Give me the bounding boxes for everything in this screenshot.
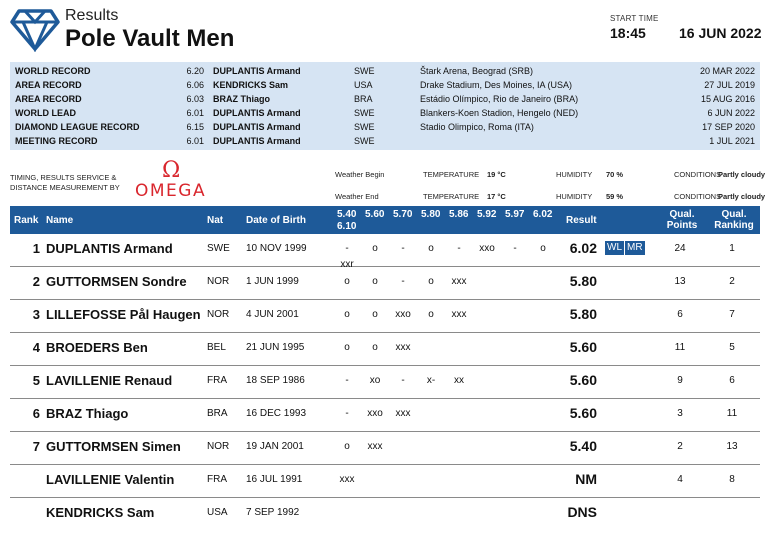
weather-begin-label: Weather Begin (335, 170, 385, 179)
row-result: NM (575, 471, 597, 487)
end-conditions: Partly cloudy (718, 192, 766, 201)
omega-wordmark: OMEGA (135, 181, 207, 201)
meeting-record-badge: MR (627, 242, 643, 253)
row-dob: 1 JUN 1999 (246, 276, 299, 287)
record-type: WORLD RECORD (15, 66, 91, 76)
record-row (10, 92, 760, 106)
conditions-label: CONDITIONS (674, 170, 722, 179)
row-nat: BEL (207, 342, 226, 353)
humidity-label: HUMIDITY (556, 192, 593, 201)
row-result: 5.80 (569, 306, 597, 322)
header-height: 5.86 (449, 209, 469, 220)
row-nat: NOR (207, 309, 230, 320)
begin-conditions: Partly cloudy (718, 170, 766, 179)
record-row (10, 64, 760, 78)
row-name: LAVILLENIE Renaud (46, 373, 173, 388)
row-name: DUPLANTIS Armand (46, 241, 173, 256)
row-rank: 6 (32, 406, 40, 421)
header-dob: Date of Birth (246, 215, 306, 226)
row-result: 5.60 (569, 339, 597, 355)
row-attempt: o (540, 243, 546, 254)
record-date: 6 JUN 2022 (707, 108, 755, 118)
row-name: GUTTORMSEN Sondre (46, 274, 187, 289)
header-rank: Rank (14, 215, 39, 226)
records-panel (10, 62, 760, 150)
record-performance: 6.01 (186, 136, 204, 146)
row-dob: 10 NOV 1999 (246, 243, 307, 254)
table-row (10, 399, 760, 432)
humidity-label: HUMIDITY (556, 170, 593, 179)
record-nat: BRA (354, 94, 373, 104)
temperature-label: TEMPERATURE (423, 192, 480, 201)
begin-temperature: 19 °C (487, 170, 506, 179)
row-attempt: o (344, 342, 350, 353)
timing-credit: TIMING, RESULTS SERVICE & DISTANCE MEASUREMENT BY (10, 173, 120, 192)
record-performance: 6.06 (186, 80, 204, 90)
row-nat: USA (207, 507, 228, 518)
row-qual-points: 9 (677, 375, 683, 386)
header-height: 6.10 (337, 221, 357, 232)
row-rank: 7 (32, 439, 40, 454)
row-name: LAVILLENIE Valentin (46, 472, 175, 487)
row-attempt: xxx (395, 342, 411, 353)
row-nat: BRA (207, 408, 228, 419)
record-venue: Blankers-Koen Stadion, Hengelo (NED) (420, 108, 579, 118)
end-temperature: 17 °C (487, 192, 506, 201)
row-qual-points: 24 (674, 243, 686, 254)
row-qual-ranking: 1 (729, 243, 735, 254)
row-name: LILLEFOSSE Pål Haugen (46, 307, 201, 322)
row-qual-points: 13 (674, 276, 686, 287)
begin-humidity: 70 % (606, 170, 624, 179)
row-qual-points: 6 (677, 309, 683, 320)
table-row (10, 366, 760, 399)
row-name: BROEDERS Ben (46, 340, 148, 355)
record-date: 17 SEP 2020 (702, 122, 755, 132)
record-holder: DUPLANTIS Armand (213, 108, 301, 118)
record-performance: 6.20 (186, 66, 204, 76)
table-row (10, 300, 760, 333)
row-attempt: - (513, 243, 517, 254)
record-performance: 6.01 (186, 108, 204, 118)
header-qual-ranking: Qual. Ranking (714, 209, 754, 231)
record-type: DIAMOND LEAGUE RECORD (15, 122, 140, 132)
record-row (10, 120, 760, 134)
row-attempt: x- (426, 375, 436, 386)
row-dob: 16 DEC 1993 (246, 408, 307, 419)
row-attempt: xo (369, 375, 381, 386)
header-height: 6.02 (533, 209, 553, 220)
row-qual-ranking: 13 (726, 441, 738, 452)
row-attempt: - (401, 243, 405, 254)
record-holder: DUPLANTIS Armand (213, 122, 301, 132)
conditions-label: CONDITIONS (674, 192, 722, 201)
row-attempt: xxx (451, 309, 467, 320)
record-nat: SWE (354, 136, 375, 146)
row-qual-points: 4 (677, 474, 683, 485)
record-nat: SWE (354, 122, 375, 132)
row-attempt: o (344, 309, 350, 320)
row-attempt: xxx (367, 441, 383, 452)
row-dob: 21 JUN 1995 (246, 342, 305, 353)
end-humidity: 59 % (606, 192, 624, 201)
row-rank: 4 (32, 340, 40, 355)
record-venue: Štark Arena, Beograd (SRB) (420, 66, 534, 76)
row-name: GUTTORMSEN Simen (46, 439, 181, 454)
record-row (10, 78, 760, 92)
start-time: 18:45 (610, 25, 646, 41)
row-qual-points: 3 (677, 408, 683, 419)
weather-end-label: Weather End (335, 192, 379, 201)
row-rank: 5 (32, 373, 40, 388)
table-row (10, 234, 760, 270)
start-time-label: START TIME (610, 14, 659, 23)
row-attempt: xxo (479, 243, 495, 254)
row-qual-ranking: 11 (726, 408, 738, 419)
record-venue: Estádio Olímpico, Rio de Janeiro (BRA) (420, 94, 579, 104)
row-attempt: - (457, 243, 461, 254)
row-qual-points: 2 (677, 441, 683, 452)
row-attempt: o (428, 309, 434, 320)
table-row (10, 432, 760, 465)
row-attempt: o (372, 309, 378, 320)
row-attempt: xx (454, 375, 464, 386)
record-holder: DUPLANTIS Armand (213, 66, 301, 76)
header-height: 5.70 (393, 209, 413, 220)
record-performance: 6.15 (186, 122, 204, 132)
table-row (10, 267, 760, 300)
header-nat: Nat (207, 215, 224, 226)
row-rank: 1 (32, 241, 40, 256)
diamond-league-logo-icon (10, 8, 60, 52)
row-attempt: o (428, 243, 434, 254)
table-row (10, 498, 760, 531)
row-nat: FRA (207, 375, 227, 386)
record-holder: KENDRICKS Sam (213, 80, 289, 90)
header-height: 5.80 (421, 209, 441, 220)
record-nat: SWE (354, 108, 375, 118)
row-attempt: - (401, 276, 405, 287)
row-nat: FRA (207, 474, 227, 485)
record-row (10, 134, 760, 148)
record-date: 27 JUL 2019 (704, 80, 755, 90)
row-nat: NOR (207, 441, 230, 452)
row-attempt: - (345, 243, 349, 254)
row-result: 5.40 (569, 438, 597, 454)
row-attempt: xxr (340, 259, 354, 270)
record-venue: Drake Stadium, Des Moines, IA (USA) (420, 80, 573, 90)
row-attempt: o (344, 441, 350, 452)
header-qual-points: Qual. Points (666, 209, 698, 231)
row-attempt: o (372, 243, 378, 254)
event-title: Pole Vault Men (65, 25, 235, 52)
row-qual-ranking: 8 (729, 474, 735, 485)
row-attempt: o (372, 276, 378, 287)
row-rank: 2 (32, 274, 40, 289)
record-type: AREA RECORD (15, 94, 82, 104)
row-qual-points: 11 (674, 342, 686, 353)
record-nat: SWE (354, 66, 375, 76)
record-type: MEETING RECORD (15, 136, 98, 146)
document-type: Results (65, 7, 119, 24)
row-attempt: o (372, 342, 378, 353)
record-row (10, 106, 760, 120)
row-nat: NOR (207, 276, 230, 287)
row-result: DNS (567, 504, 597, 520)
row-dob: 4 JUN 2001 (246, 309, 299, 320)
row-name: KENDRICKS Sam (46, 505, 155, 520)
record-holder: DUPLANTIS Armand (213, 136, 301, 146)
row-name: BRAZ Thiago (46, 406, 129, 421)
table-row (10, 333, 760, 366)
row-dob: 18 SEP 1986 (246, 375, 305, 386)
row-attempt: xxo (367, 408, 383, 419)
header-height: 5.40 (337, 209, 357, 220)
row-result: 5.80 (569, 273, 597, 289)
row-result: 5.60 (569, 405, 597, 421)
header-height: 5.97 (505, 209, 525, 220)
record-date: 1 JUL 2021 (709, 136, 755, 146)
row-attempt: - (345, 408, 349, 419)
row-attempt: o (428, 276, 434, 287)
results-table-header (10, 206, 760, 234)
row-attempt: xxo (395, 309, 411, 320)
row-qual-ranking: 5 (729, 342, 735, 353)
row-qual-ranking: 6 (729, 375, 735, 386)
row-attempt: xxx (395, 408, 411, 419)
omega-logo-icon: Ω (162, 158, 181, 183)
world-lead-badge: WL (607, 242, 622, 253)
row-rank: 3 (32, 307, 40, 322)
row-attempt: - (401, 375, 405, 386)
record-venue: Stadio Olimpico, Roma (ITA) (420, 122, 534, 132)
row-dob: 7 SEP 1992 (246, 507, 300, 518)
row-attempt: xxx (451, 276, 467, 287)
record-nat: USA (354, 80, 373, 90)
table-row (10, 465, 760, 498)
record-date: 20 MAR 2022 (699, 66, 755, 76)
row-attempt: xxx (339, 474, 355, 485)
record-type: AREA RECORD (15, 80, 82, 90)
row-result: 6.02 (569, 240, 597, 256)
row-attempt: - (345, 375, 349, 386)
header-name: Name (46, 215, 74, 226)
row-attempt: o (344, 276, 350, 287)
header-height: 5.92 (477, 209, 497, 220)
record-holder: BRAZ Thiago (213, 94, 270, 104)
event-date: 16 JUN 2022 (679, 25, 762, 41)
record-performance: 6.03 (186, 94, 204, 104)
header-result: Result (566, 215, 597, 226)
row-qual-ranking: 7 (729, 309, 735, 320)
row-result: 5.60 (569, 372, 597, 388)
row-dob: 19 JAN 2001 (246, 441, 304, 452)
record-type: WORLD LEAD (15, 108, 76, 118)
row-nat: SWE (207, 243, 230, 254)
row-qual-ranking: 2 (729, 276, 735, 287)
row-dob: 16 JUL 1991 (246, 474, 303, 485)
temperature-label: TEMPERATURE (423, 170, 480, 179)
record-date: 15 AUG 2016 (700, 94, 755, 104)
header-height: 5.60 (365, 209, 385, 220)
